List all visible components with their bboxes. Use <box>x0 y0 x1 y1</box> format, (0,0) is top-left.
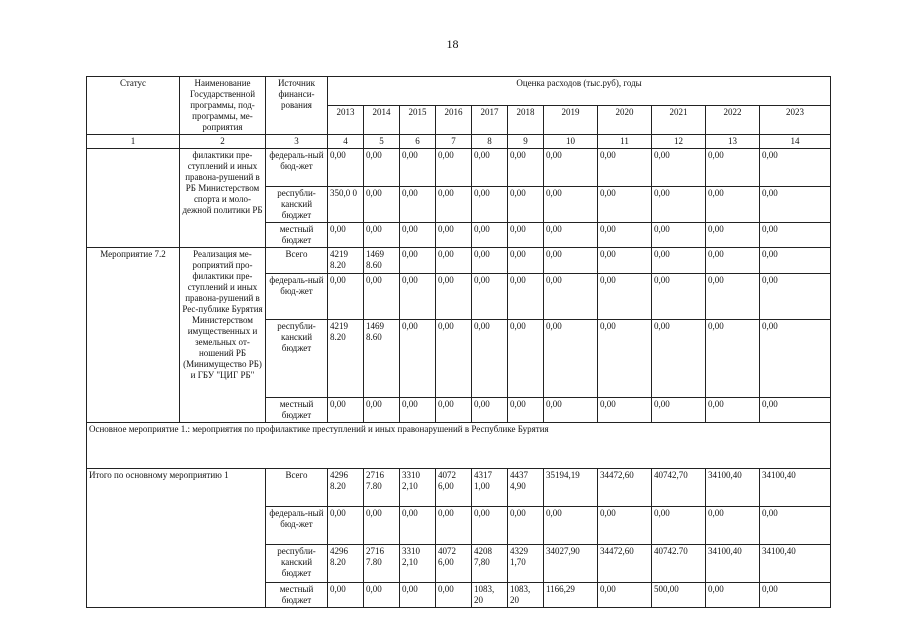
value-cell: 4329 1,70 <box>508 545 544 583</box>
value-cell: 0,00 <box>544 274 598 320</box>
value-cell: 0,00 <box>364 149 400 187</box>
value-cell: 0,00 <box>508 274 544 320</box>
value-cell: 0,00 <box>364 398 400 423</box>
value-cell: 0,00 <box>760 248 831 274</box>
value-cell: 0,00 <box>328 274 364 320</box>
value-cell: 4296 8.20 <box>328 469 364 507</box>
value-cell: 4437 4,90 <box>508 469 544 507</box>
column-number: 1 <box>87 135 180 149</box>
value-cell: 0,00 <box>652 223 706 248</box>
header-estimate: Оценка расходов (тыс.руб), годы <box>328 77 831 106</box>
value-cell: 0,00 <box>652 187 706 223</box>
value-cell: 0,00 <box>652 320 706 398</box>
row-source: федераль-ный бюд-жет <box>266 507 328 545</box>
value-cell: 34100,40 <box>760 545 831 583</box>
header-status: Статус <box>87 77 180 135</box>
value-cell: 0,00 <box>508 223 544 248</box>
header-year: 2018 <box>508 106 544 135</box>
value-cell: 3310 2,10 <box>400 469 436 507</box>
value-cell: 0,00 <box>598 248 652 274</box>
value-cell: 0,00 <box>508 320 544 398</box>
value-cell: 1469 8.60 <box>364 320 400 398</box>
row-status <box>87 149 180 248</box>
value-cell: 0,00 <box>508 248 544 274</box>
section-title: Основное мероприятие 1.: мероприятия по профилактике преступлений и иных правонарушений в Республике Бурятия <box>87 423 831 469</box>
value-cell: 0,00 <box>652 398 706 423</box>
value-cell: 0,00 <box>400 398 436 423</box>
value-cell: 0,00 <box>472 248 508 274</box>
value-cell: 0,00 <box>706 507 760 545</box>
value-cell: 0,00 <box>328 149 364 187</box>
value-cell: 40742,70 <box>652 469 706 507</box>
value-cell: 35194,19 <box>544 469 598 507</box>
value-cell: 0,00 <box>508 187 544 223</box>
header-year: 2022 <box>706 106 760 135</box>
value-cell: 0,00 <box>544 507 598 545</box>
value-cell: 0,00 <box>400 274 436 320</box>
value-cell: 34472,60 <box>598 469 652 507</box>
value-cell: 0,00 <box>472 149 508 187</box>
value-cell: 0,00 <box>472 274 508 320</box>
value-cell: 0,00 <box>364 187 400 223</box>
value-cell: 4219 8.20 <box>328 248 364 274</box>
value-cell: 0,00 <box>400 223 436 248</box>
row-source: Всего <box>266 469 328 507</box>
row-label: Итого по основному мероприятию 1 <box>87 469 266 608</box>
value-cell: 0,00 <box>400 507 436 545</box>
value-cell: 0,00 <box>706 223 760 248</box>
value-cell: 0,00 <box>328 507 364 545</box>
value-cell: 4208 7,80 <box>472 545 508 583</box>
value-cell: 34472,60 <box>598 545 652 583</box>
column-number: 9 <box>508 135 544 149</box>
budget-table <box>86 76 831 608</box>
value-cell: 0,00 <box>760 149 831 187</box>
value-cell: 0,00 <box>706 320 760 398</box>
value-cell: 0,00 <box>436 274 472 320</box>
row-status: Мероприятие 7.2 <box>87 248 180 423</box>
row-source: республи-канский бюджет <box>266 187 328 223</box>
table-row <box>87 469 831 507</box>
value-cell: 0,00 <box>436 223 472 248</box>
value-cell: 350,0 0 <box>328 187 364 223</box>
column-number: 13 <box>706 135 760 149</box>
value-cell: 0,00 <box>598 187 652 223</box>
row-source: местный бюджет <box>266 583 328 608</box>
value-cell: 40742.70 <box>652 545 706 583</box>
row-source: республи-канский бюджет <box>266 320 328 398</box>
column-number: 6 <box>400 135 436 149</box>
value-cell: 0,00 <box>706 149 760 187</box>
column-number: 11 <box>598 135 652 149</box>
value-cell: 1083, 20 <box>508 583 544 608</box>
value-cell: 1083, 20 <box>472 583 508 608</box>
page-number: 18 <box>446 37 459 51</box>
header-year: 2013 <box>328 106 364 135</box>
value-cell: 0,00 <box>472 187 508 223</box>
value-cell: 0,00 <box>706 248 760 274</box>
header-year: 2023 <box>760 106 831 135</box>
value-cell: 0,00 <box>598 320 652 398</box>
value-cell: 0,00 <box>652 248 706 274</box>
value-cell: 0,00 <box>652 507 706 545</box>
value-cell: 0,00 <box>364 274 400 320</box>
column-number: 2 <box>180 135 266 149</box>
value-cell: 0,00 <box>436 398 472 423</box>
value-cell: 1166,29 <box>544 583 598 608</box>
value-cell: 0,00 <box>544 149 598 187</box>
value-cell: 0,00 <box>760 398 831 423</box>
value-cell: 2716 7.80 <box>364 469 400 507</box>
row-name: Реализация ме-роприятий про-филактики пре-ступлений и иных правона-рушений в Рес-публике Бурятия Министерством имущественных и земельных от-ношений РБ (Минимущество РБ) и ГБУ "ЦИГ РБ" <box>180 248 266 423</box>
value-cell: 4219 8.20 <box>328 320 364 398</box>
value-cell: 0,00 <box>436 248 472 274</box>
header-year: 2020 <box>598 106 652 135</box>
value-cell: 0,00 <box>508 507 544 545</box>
value-cell: 0,00 <box>598 507 652 545</box>
header-year: 2017 <box>472 106 508 135</box>
value-cell: 0,00 <box>760 223 831 248</box>
value-cell: 0,00 <box>400 248 436 274</box>
header-name: Наименование Государственной программы, под-программы, ме-роприятия <box>180 77 266 135</box>
value-cell: 4072 6,00 <box>436 545 472 583</box>
header-source: Источник финанси-рования <box>266 77 328 135</box>
value-cell: 0,00 <box>400 149 436 187</box>
row-source: федераль-ный бюд-жет <box>266 274 328 320</box>
value-cell: 0,00 <box>400 583 436 608</box>
value-cell: 34027,90 <box>544 545 598 583</box>
column-numbers-row <box>87 135 831 149</box>
value-cell: 0,00 <box>760 583 831 608</box>
row-source: местный бюджет <box>266 223 328 248</box>
value-cell: 0,00 <box>652 149 706 187</box>
value-cell: 0,00 <box>436 149 472 187</box>
value-cell: 0,00 <box>328 223 364 248</box>
header-year: 2019 <box>544 106 598 135</box>
column-number: 3 <box>266 135 328 149</box>
value-cell: 1469 8.60 <box>364 248 400 274</box>
value-cell: 0,00 <box>706 187 760 223</box>
value-cell: 0,00 <box>706 583 760 608</box>
value-cell: 0,00 <box>544 398 598 423</box>
row-name: филактики пре-ступлений и иных правона-рушений в РБ Министерством спорта и моло-дежной политики РБ <box>180 149 266 248</box>
value-cell: 500,00 <box>652 583 706 608</box>
value-cell: 0,00 <box>328 583 364 608</box>
value-cell: 0,00 <box>598 583 652 608</box>
column-number: 7 <box>436 135 472 149</box>
column-number: 14 <box>760 135 831 149</box>
value-cell: 0,00 <box>364 507 400 545</box>
value-cell: 0,00 <box>598 274 652 320</box>
value-cell: 0,00 <box>652 274 706 320</box>
value-cell: 0,00 <box>544 187 598 223</box>
value-cell: 0,00 <box>436 507 472 545</box>
value-cell: 4296 8.20 <box>328 545 364 583</box>
value-cell: 3310 2,10 <box>400 545 436 583</box>
value-cell: 4072 6,00 <box>436 469 472 507</box>
section-row <box>87 423 831 469</box>
row-source: республи-канский бюджет <box>266 545 328 583</box>
value-cell: 0,00 <box>400 187 436 223</box>
column-number: 10 <box>544 135 598 149</box>
header-year: 2015 <box>400 106 436 135</box>
value-cell: 0,00 <box>544 248 598 274</box>
row-source: местный бюджет <box>266 398 328 423</box>
value-cell: 0,00 <box>508 398 544 423</box>
column-number: 12 <box>652 135 706 149</box>
value-cell: 0,00 <box>706 398 760 423</box>
value-cell: 4317 1,00 <box>472 469 508 507</box>
value-cell: 0,00 <box>706 274 760 320</box>
value-cell: 0,00 <box>760 507 831 545</box>
header-year: 2014 <box>364 106 400 135</box>
table-row <box>87 248 831 274</box>
value-cell: 0,00 <box>760 187 831 223</box>
column-number: 8 <box>472 135 508 149</box>
header-row-1 <box>87 77 831 106</box>
value-cell: 0,00 <box>760 320 831 398</box>
value-cell: 0,00 <box>508 149 544 187</box>
value-cell: 0,00 <box>328 398 364 423</box>
value-cell: 0,00 <box>364 223 400 248</box>
value-cell: 0,00 <box>598 223 652 248</box>
value-cell: 0,00 <box>436 320 472 398</box>
value-cell: 0,00 <box>472 223 508 248</box>
value-cell: 0,00 <box>472 320 508 398</box>
value-cell: 0,00 <box>472 507 508 545</box>
value-cell: 0,00 <box>544 320 598 398</box>
value-cell: 0,00 <box>598 398 652 423</box>
value-cell: 0,00 <box>598 149 652 187</box>
value-cell: 0,00 <box>364 583 400 608</box>
value-cell: 2716 7.80 <box>364 545 400 583</box>
value-cell: 0,00 <box>436 583 472 608</box>
table-row <box>87 149 831 187</box>
value-cell: 0,00 <box>472 398 508 423</box>
value-cell: 34100,40 <box>760 469 831 507</box>
header-year: 2021 <box>652 106 706 135</box>
column-number: 4 <box>328 135 364 149</box>
header-year: 2016 <box>436 106 472 135</box>
value-cell: 34100,40 <box>706 469 760 507</box>
value-cell: 0,00 <box>400 320 436 398</box>
value-cell: 0,00 <box>544 223 598 248</box>
row-source: федераль-ный бюд-жет <box>266 149 328 187</box>
value-cell: 34100,40 <box>706 545 760 583</box>
value-cell: 0,00 <box>760 274 831 320</box>
row-source: Всего <box>266 248 328 274</box>
value-cell: 0,00 <box>436 187 472 223</box>
column-number: 5 <box>364 135 400 149</box>
